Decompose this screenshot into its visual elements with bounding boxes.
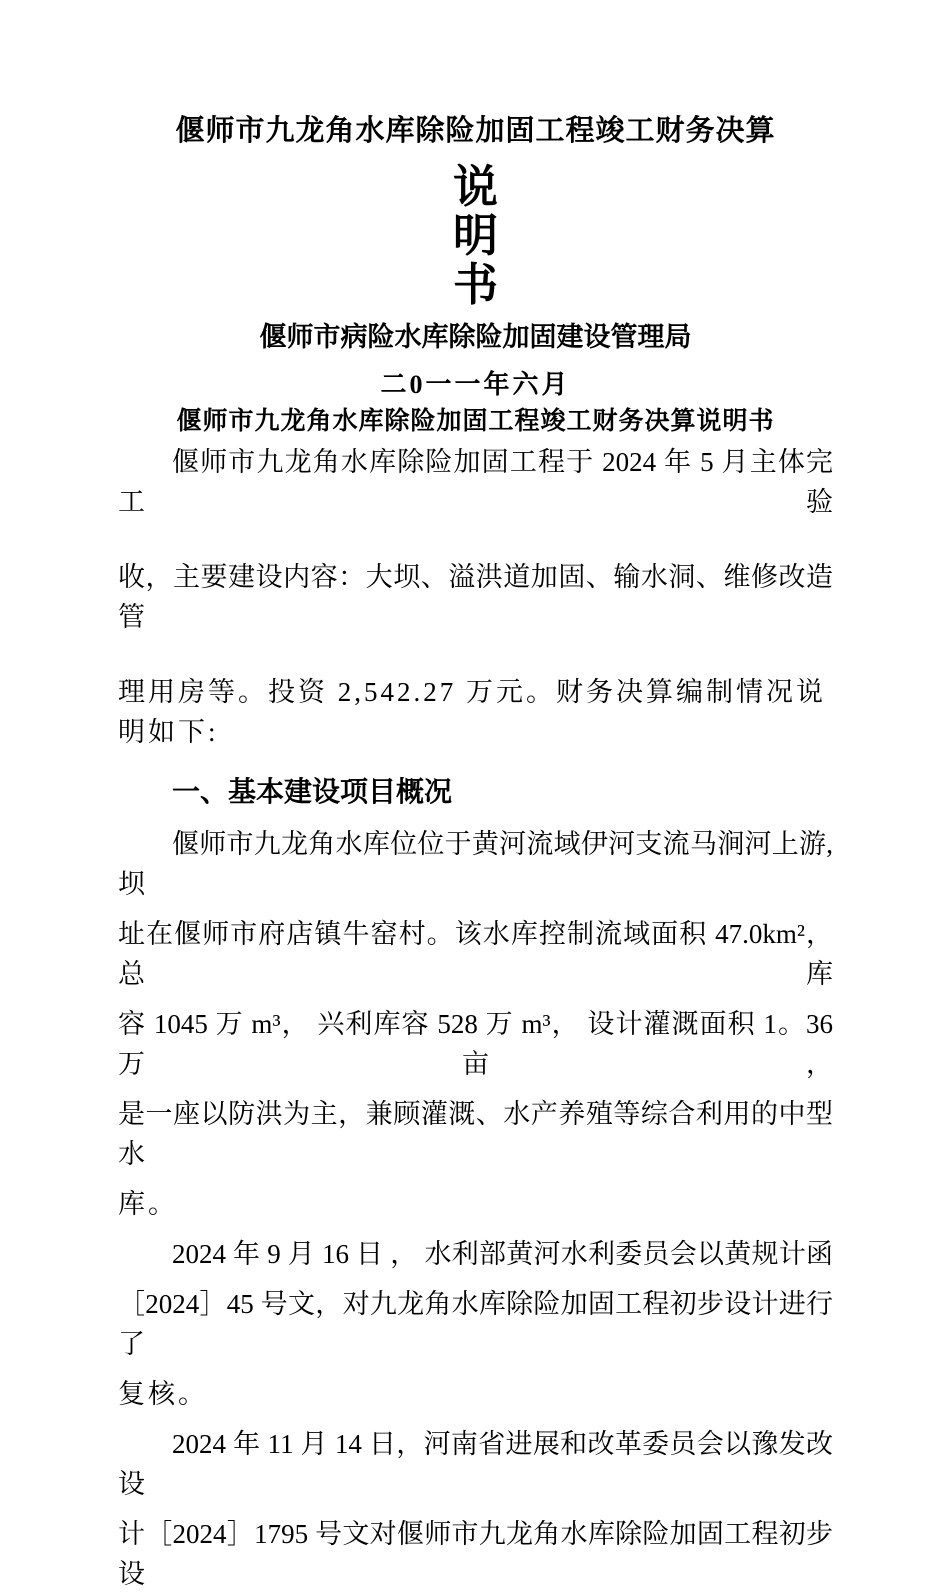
body-paragraph <box>118 442 833 752</box>
body-paragraph <box>118 1424 833 1594</box>
body-line: 库。 <box>118 1189 178 1219</box>
vertical-title-char-2: 明 <box>452 210 498 261</box>
body-line: 理用房等。投资 2,542.27 万元。财务决算编制情况说明如下: <box>118 677 826 747</box>
document-subtitle: 偃师市九龙角水库除险加固工程竣工财务决算说明书 <box>176 407 775 435</box>
body-line: 容 1045 万 m³， 兴利库容 528 万 m³， 设计灌溉面积 1。36 万亩， <box>118 1009 833 1079</box>
vertical-title <box>118 162 833 309</box>
body-line: 是一座以防洪为主，兼顾灌溉、水产养殖等综合利用的中型水 <box>118 1099 833 1169</box>
body-paragraph <box>118 824 833 1224</box>
vertical-title-char-3: 书 <box>452 259 498 310</box>
body-line: 计［2024］1795 号文对偃师市九龙角水库除险加固工程初步设 <box>118 1519 833 1589</box>
organization-line: 偃师市病险水库除险加固建设管理局 <box>259 322 692 352</box>
vertical-title-char-1: 说 <box>452 161 498 212</box>
body-paragraph <box>118 1234 833 1414</box>
body-line: ［2024］45 号文，对九龙角水库除险加固工程初步设计进行了 <box>118 1289 833 1359</box>
document-title: 偃师市九龙角水库除险加固工程竣工财务决算 <box>175 115 776 147</box>
body-line: 址在偃师市府店镇牛窑村。该水库控制流域面积 47.0km²，总库 <box>118 919 833 989</box>
body-line: 2024 年 9 月 16 日 ， 水利部黄河水利委员会以黄规计函 <box>172 1239 833 1269</box>
date-line: 二0一一年六月 <box>380 370 571 399</box>
body-heading: 一、基本建设项目概况 <box>172 776 453 807</box>
body-line: 偃师市九龙角水库除险加固工程于 2024 年 5 月主体完工验 <box>118 447 833 517</box>
body-line: 复核。 <box>118 1379 208 1409</box>
body-line: 2024 年 11 月 14 日，河南省进展和改革委员会以豫发改设 <box>118 1429 833 1499</box>
body-line: 收，主要建设内容：大坝、溢洪道加固、输水洞、维修改造管 <box>118 562 833 632</box>
document-page <box>0 112 950 1589</box>
body-line: 偃师市九龙角水库位位于黄河流域伊河支流马涧河上游,坝 <box>118 829 833 899</box>
document-body <box>118 442 833 1594</box>
